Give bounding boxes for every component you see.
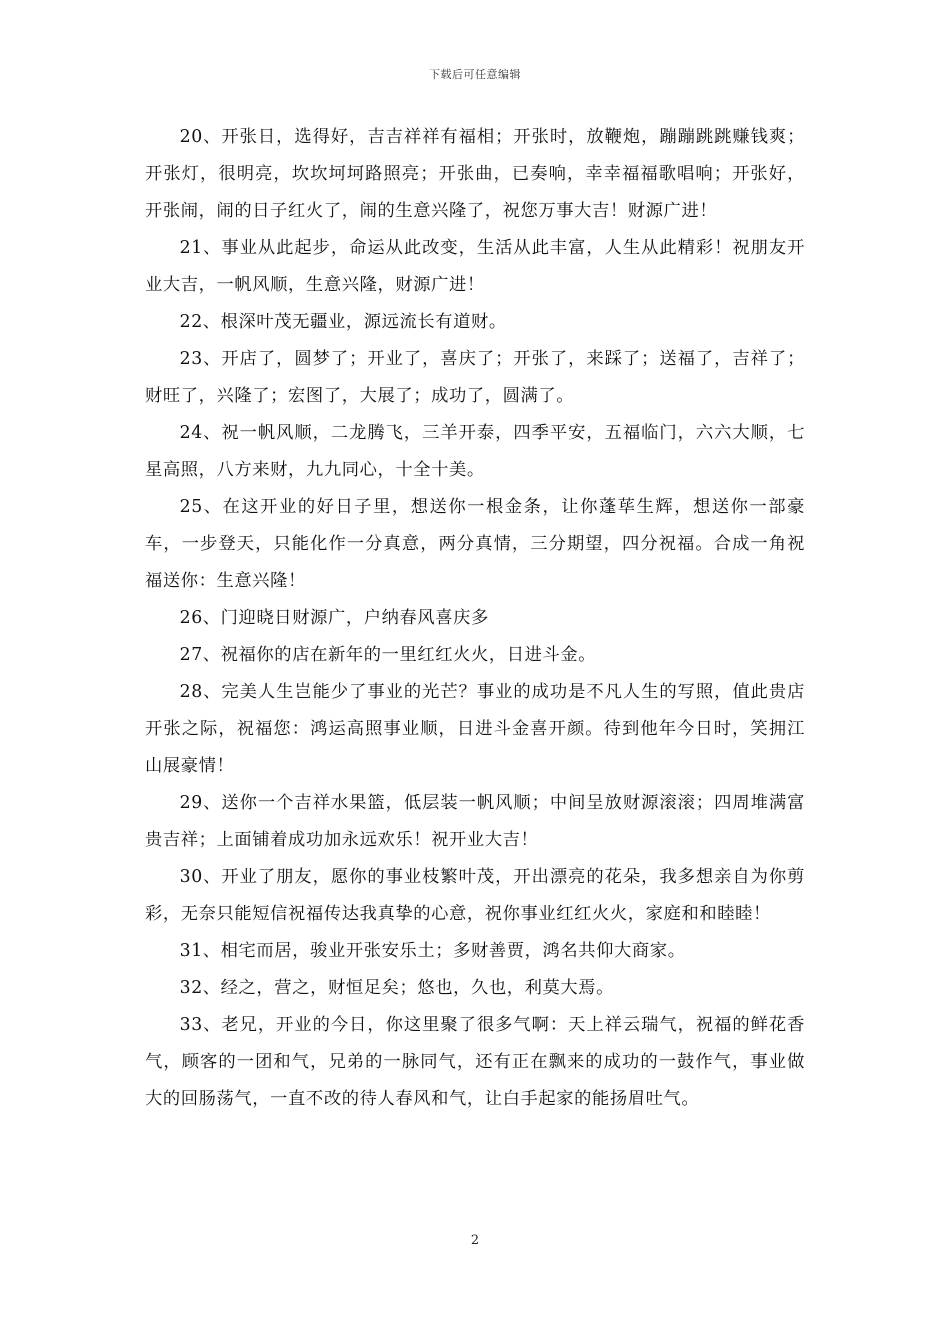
- paragraph-20: 20、开张日，选得好，吉吉祥祥有福相；开张时，放鞭炮，蹦蹦跳跳赚钱爽；开张灯，很明亮，坎坎坷坷路照亮；开张曲，已奏响，幸幸福福歌唱响；开张好，开张闹，闹的日子红火了，闹的生意兴隆了，祝您万事大吉！财源广进！: [145, 127, 805, 221]
- paragraph-29: 29、送你一个吉祥水果篮，低层装一帆风顺；中间呈放财源滚滚；四周堆满富贵吉祥；上面铺着成功加永远欢乐！祝开业大吉！: [145, 793, 805, 850]
- paragraph-33: 33、老兄，开业的今日，你这里聚了很多气啊：天上祥云瑞气，祝福的鲜花香气，顾客的一团和气，兄弟的一脉同气，还有正在飘来的成功的一鼓作气，事业做大的回肠荡气，一直不改的待人春风和气，让白手起家的能扬眉吐气。: [145, 1015, 805, 1109]
- paragraph-31: 31、相宅而居，骏业开张安乐土；多财善贾，鸿名共仰大商家。: [179, 941, 686, 961]
- document-body: [145, 119, 805, 1118]
- paragraph-23: 23、开店了，圆梦了；开业了，喜庆了；开张了，来踩了；送福了，吉祥了；财旺了，兴隆了；宏图了，大展了；成功了，圆满了。: [145, 349, 805, 406]
- page-header: 下载后可任意编辑: [429, 68, 521, 81]
- paragraph-25: 25、在这开业的好日子里，想送你一根金条，让你蓬荜生辉，想送你一部豪车，一步登天，只能化作一分真意，两分真情，三分期望，四分祝福。合成一角祝福送你：生意兴隆！: [145, 497, 805, 591]
- paragraph-28: 28、完美人生岂能少了事业的光芒？事业的成功是不凡人生的写照，值此贵店开张之际，祝福您：鸿运高照事业顺，日进斗金喜开颜。待到他年今日时，笑拥江山展豪情！: [145, 682, 805, 776]
- paragraph-24: 24、祝一帆风顺，二龙腾飞，三羊开泰，四季平安，五福临门，六六大顺，七星高照，八方来财，九九同心，十全十美。: [145, 423, 805, 480]
- paragraph-27: 27、祝福你的店在新年的一里红红火火，日进斗金。: [179, 645, 597, 665]
- paragraph-30: 30、开业了朋友，愿你的事业枝繁叶茂，开出漂亮的花朵，我多想亲自为你剪彩，无奈只能短信祝福传达我真挚的心意，祝你事业红红火火，家庭和和睦睦！: [145, 867, 805, 924]
- page-number: 2: [470, 1233, 480, 1248]
- paragraph-21: 21、事业从此起步，命运从此改变，生活从此丰富，人生从此精彩！祝朋友开业大吉，一帆风顺，生意兴隆，财源广进！: [145, 238, 805, 295]
- paragraph-22: 22、根深叶茂无疆业，源远流长有道财。: [179, 312, 507, 332]
- paragraph-26: 26、门迎晓日财源广，户纳春风喜庆多: [179, 608, 489, 628]
- paragraph-32: 32、经之，营之，财恒足矣；悠也，久也，利莫大焉。: [179, 978, 615, 998]
